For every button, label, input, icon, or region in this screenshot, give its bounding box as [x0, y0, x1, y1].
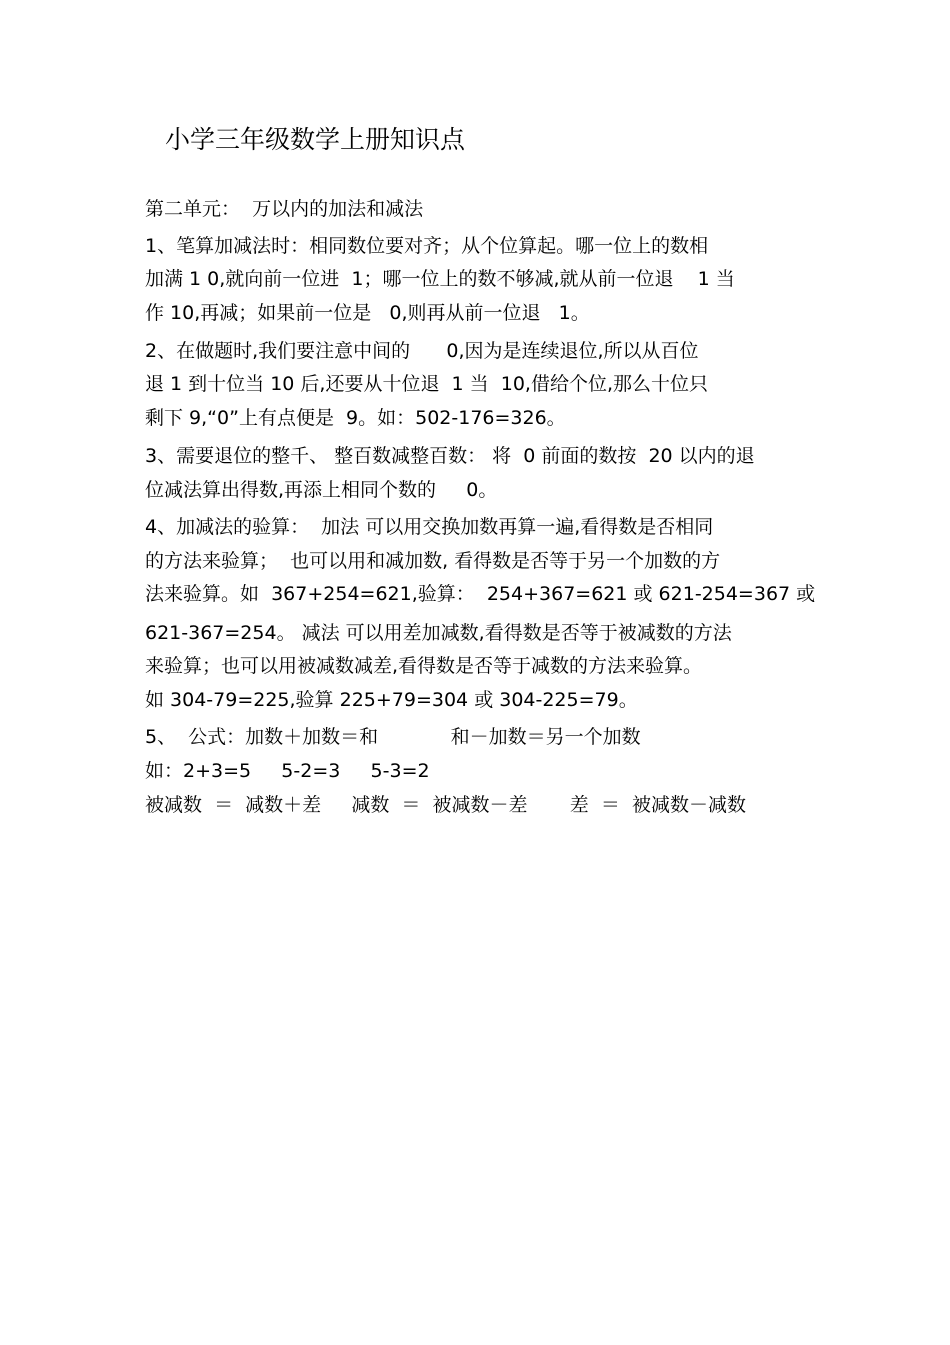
document-title: 小学三年级数学上册知识点 — [165, 125, 466, 154]
item-3-line-2: 位减法算出得数,再添上相同个数的 0。 — [145, 479, 498, 501]
item-4-line-6: 如 304-79=225,验算 225+79=304 或 304-225=79。 — [145, 689, 638, 711]
item-1-line-2: 加满 1 0,就向前一位进 1；哪一位上的数不够减,就从前一位退 1 当 — [145, 268, 735, 290]
unit-heading: 第二单元： 万以内的加法和减法 — [145, 198, 424, 220]
item-4-line-1: 4、加减法的验算： 加法 可以用交换加数再算一遍,看得数是否相同 — [145, 516, 714, 538]
item-1-line-3: 作 10,再减；如果前一位是 0,则再从前一位退 1。 — [145, 302, 590, 324]
item-5-line-1: 5、 公式：加数＋加数＝和 和－加数＝另一个加数 — [145, 726, 641, 748]
item-4-line-3: 法来验算。如 367+254=621,验算： 254+367=621 或 621-254=367 或 — [145, 583, 816, 605]
item-3-line-1: 3、需要退位的整千、 整百数减整百数： 将 0 前面的数按 20 以内的退 — [145, 445, 755, 467]
item-4-line-2: 的方法来验算； 也可以用和减加数, 看得数是否等于另一个加数的方 — [145, 550, 721, 572]
item-4-line-4: 621-367=254。 减法 可以用差加减数,看得数是否等于被减数的方法 — [145, 622, 732, 644]
item-2-line-1: 2、在做题时,我们要注意中间的 0,因为是连续退位,所以从百位 — [145, 340, 699, 362]
item-1-line-1: 1、笔算加减法时：相同数位要对齐；从个位算起。哪一位上的数相 — [145, 235, 709, 257]
item-4-line-5: 来验算；也可以用被减数减差,看得数是否等于减数的方法来验算。 — [145, 655, 703, 677]
item-2-line-2: 退 1 到十位当 10 后,还要从十位退 1 当 10,借给个位,那么十位只 — [145, 373, 709, 395]
item-5-line-3: 被减数 ＝ 减数＋差 减数 ＝ 被减数－差 差 ＝ 被减数－减数 — [145, 794, 746, 816]
item-5-line-2: 如：2+3=5 5-2=3 5-3=2 — [145, 760, 430, 782]
item-2-line-3: 剩下 9,“0”上有点便是 9。如：502-176=326。 — [145, 407, 566, 429]
